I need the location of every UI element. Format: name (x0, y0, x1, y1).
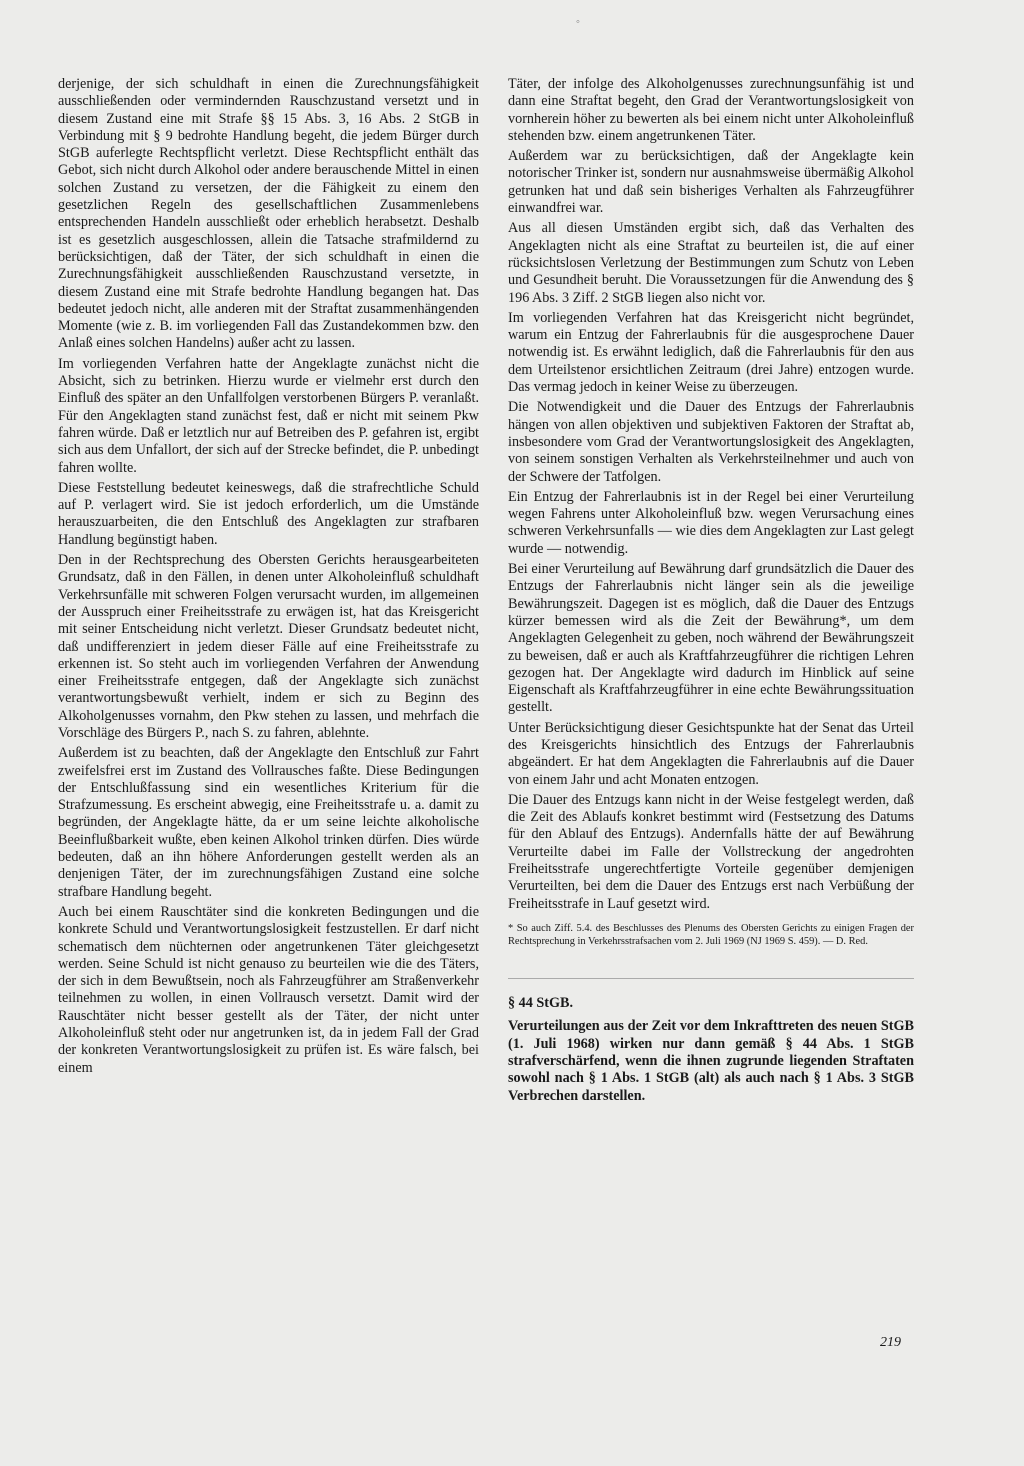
paragraph: Die Notwendigkeit und die Dauer des Entzugs der Fahrerlaubnis hängen von allen objektiven und subjektiven Faktoren der Straftat ab, insbesondere vom Grad der Verantwortungslosigkeit des Angeklagten, von seinem sonstigen Verhalten als Verkehrsteilnehmer und auch von der Schwere der Tatfolgen. (508, 399, 914, 485)
paragraph: Den in der Rechtsprechung des Obersten Gerichts herausgearbeiteten Grundsatz, daß in den Fällen, in denen unter Alkoholeinfluß schuldhaft Verkehrsunfälle mit schweren Folgen verursacht wurden, im allgemeinen der Ausspruch einer Freiheitsstrafe zu erwägen ist, hat das Kreisgericht mit seiner Entscheidung nicht verletzt. Dieser Grundsatz bedeutet nicht, daß undifferenziert in jedem dieser Fälle auf eine Freiheitsstrafe zu erkennen ist. So steht auch im vorliegenden Verfahren der Anwendung einer Freiheitsstrafe entgegen, daß der Angeklagte sich zunächst verantwortungsbewußt verhielt, indem er sich zu Beginn des Alkoholgenusses vornahm, den Pkw stehen zu lassen, und mehrfach die Vorschläge des Bürgers P., nach S. zu fahren, ablehnte. (58, 552, 479, 741)
paragraph: Im vorliegenden Verfahren hat das Kreisgericht nicht begründet, warum ein Entzug der Fahrerlaubnis für die ausgesprochene Dauer notwendig ist. Es erwähnt lediglich, daß die Fahrerlaubnis für den aus dem Urteilstenor ersichtlichen Zeitraum (drei Jahre) entzogen wurde. Das vermag jedoch in keiner Weise zu überzeugen. (508, 309, 914, 396)
paragraph: Täter, der infolge des Alkoholgenusses zurechnungsunfähig ist und dann eine Straftat begeht, den Grad der Verantwortungslosigkeit von vornherein höher zu bewerten als bei einem nicht unter Alkoholeinfluß stehenden bzw. einem angetrunkenen Täter. (508, 76, 914, 144)
paragraph: Die Dauer des Entzugs kann nicht in der Weise festgelegt werden, daß die Zeit des Ablaufs konkret bestimmt wird (Festsetzung des Datums für den Ablauf des Entzugs). Andernfalls hätte der auf Bewährung Verurteilte dabei im Falle der Vollstreckung der angedrohten Freiheitsstrafe ungerechtfertigte Vorteile gegenüber demjenigen Verurteilten, bei dem die Dauer des Entzugs erst nach Verbüßung der Freiheitsstrafe in Lauf gesetzt wird. (508, 791, 914, 912)
paragraph: Aus all diesen Umständen ergibt sich, daß das Verhalten des Angeklagten nicht als eine Straftat zu beurteilen ist, die auf einer rücksichtslosen Verletzung der Bestimmungen zum Schutz von Leben und Gesundheit beruht. Die Voraussetzungen für die Anwendung des § 196 Abs. 3 Ziff. 2 StGB liegen also nicht vor. (508, 220, 914, 306)
scan-mark: ◦ (576, 16, 580, 28)
right-column (508, 76, 914, 1108)
page-number: 219 (880, 1335, 901, 1350)
paragraph: derjenige, der sich schuldhaft in einen die Zurechnungsfähigkeit ausschließenden oder vermindernden Rauschzustand versetzt und in diesem Zustand eine mit Strafe §§ 15 Abs. 3, 16 Abs. 2 StGB in Verbindung mit § 9 bedrohte Handlung begeht, die jedem Bürger durch StGB auferlegte Rechtspflicht verletzt. Diese Rechtspflicht enthält das Gebot, sich nicht durch Alkohol oder andere berauschende Mittel in einen solchen Zustand zu versetzen, der die Fähigkeit zu einem den gesetzlichen Regeln des gesellschaftlichen Zusammenlebens entsprechenden Handeln ausschließt oder erheblich herabsetzt. Deshalb ist es gesetzlich ausgeschlossen, allein die Tatsache strafmildernd zu berücksichtigen, daß der Täter, der sich schuldhaft in einen die Zurechnungsfähigkeit ausschließenden Rauschzustand versetzte, in diesem Zustand eine mit Strafe bedrohte Handlung begangen hat. Das bedeutet jedoch nicht, alle anderen mit der Straftat zusammenhängenden Momente (wie z. B. im vorliegenden Fall das Zustandekommen bzw. den Anlaß eines solchen Handelns) außer acht zu lassen. (58, 76, 479, 352)
paragraph: Außerdem war zu berücksichtigen, daß der Angeklagte kein notorischer Trinker ist, sondern nur ausnahmsweise übermäßig Alkohol getrunken hat und daß sein bisheriges Verhalten als Fahrzeugführer einwandfrei war. (508, 148, 914, 217)
left-column (58, 76, 479, 1080)
section-heading: § 44 StGB. (508, 995, 574, 1012)
paragraph: Diese Feststellung bedeutet keineswegs, daß die strafrechtliche Schuld auf P. verlagert wird. Sie ist jedoch erforderlich, um die Umstände herauszuarbeiten, die den Entschluß des Angeklagten zur strafbaren Handlung begünstigt haben. (58, 479, 479, 548)
paragraph: Auch bei einem Rauschtäter sind die konkreten Bedingungen und die konkrete Schuld und Verantwortungslosigkeit festzustellen. Er darf nicht schematisch dem nüchternen oder angetrunkenen Täter gleichgesetzt werden. Seine Schuld ist nicht genauso zu beurteilen wie die des Täters, der sich in dem Bewußtsein, noch als Fahrzeugführer am Straßenverkehr teilnehmen zu wollen, in einen Vollrausch versetzt. Damit wird der Rauschtäter nicht besser gestellt als der Täter, der nicht unter Alkoholeinfluß steht oder nur angetrunken ist, da in jedem Fall der Grad der konkreten Verantwortungslosigkeit zu prüfen ist. Es wäre falsch, bei einem (58, 903, 479, 1076)
paragraph: Unter Berücksichtigung dieser Gesichtspunkte hat der Senat das Urteil des Kreisgerichts hinsichtlich des Entzugs der Fahrerlaubnis abgeändert. Er hat dem Angeklagten die Fahrerlaubnis auf die Dauer von einem Jahr und acht Monaten entzogen. (508, 719, 914, 788)
paragraph: Im vorliegenden Verfahren hatte der Angeklagte zunächst nicht die Absicht, sich zu betrinken. Hierzu wurde er vielmehr erst durch den Einfluß des später an den Unfallfolgen verstorbenen Bürgers P. veranlaßt. Für den Angeklagten stand zunächst fest, daß er nicht mit seinem Pkw fahren würde. Daß er letztlich nur auf Betreiben des P. gefahren ist, ergibt sich aus dem Unfallort, der sich auf der Strecke befindet, die P. unbedingt fahren wollte. (58, 355, 479, 476)
footnote: * So auch Ziff. 5.4. des Beschlusses des Plenums des Obersten Gerichts zu einigen Fragen der Rechtsprechung in Verkehrsstrafsachen vom 2. Juli 1969 (NJ 1969 S. 459). — D. Red. (508, 922, 914, 947)
section-divider (508, 978, 914, 979)
paragraph: Bei einer Verurteilung auf Bewährung darf grundsätzlich die Dauer des Entzugs der Fahrerlaubnis nicht länger sein als die jeweilige Bewährungszeit. Dagegen ist es möglich, daß die Dauer des Entzugs kürzer bemessen wird als die Zeit der Bewährung*, um dem Angeklagten Gelegenheit zu geben, noch während der Bewährungszeit zu beweisen, daß er auch als Kraftfahrzeugführer die richtigen Lehren gezogen hat. Der Angeklagte wird dadurch im Hinblick auf seine Eigenschaft als Kraftfahrzeugführer in eine echte Bewährungssituation gestellt. (508, 561, 914, 716)
paragraph: Ein Entzug der Fahrerlaubnis ist in der Regel bei einer Verurteilung wegen Fahrens unter Alkoholeinfluß bzw. wegen Verursachung eines schweren Verkehrsunfalls — wie dies dem Angeklagten zur Last gelegt wurde — notwendig. (508, 488, 914, 557)
section-headnote: Verurteilungen aus der Zeit vor dem Inkrafttreten des neuen StGB (1. Juli 1968) wirken nur dann gemäß § 44 Abs. 1 StGB strafverschärfend, wenn die ihnen zugrunde liegenden Straftaten sowohl nach § 1 Abs. 1 StGB (alt) als auch nach § 1 Abs. 3 StGB Verbrechen darstellen. (508, 1018, 914, 1104)
paragraph: Außerdem ist zu beachten, daß der Angeklagte den Entschluß zur Fahrt zweifelsfrei erst im Zustand des Vollrausches faßte. Diese Bedingungen der Entschlußfassung sind ein wesentliches Kriterium für die Strafzumessung. Es erscheint abwegig, eine Freiheitsstrafe u. a. damit zu begründen, der Angeklagte hätte, da er um seine leichte alkoholische Beeinflußbarkeit wußte, eben keinen Alkohol trinken dürfen. Dies würde bedeuten, daß an ihn höhere Anforderungen gestellt werden als an denjenigen Täter, der im zurechnungsfähigen Zustand eine solche strafbare Handlung begeht. (58, 745, 479, 900)
